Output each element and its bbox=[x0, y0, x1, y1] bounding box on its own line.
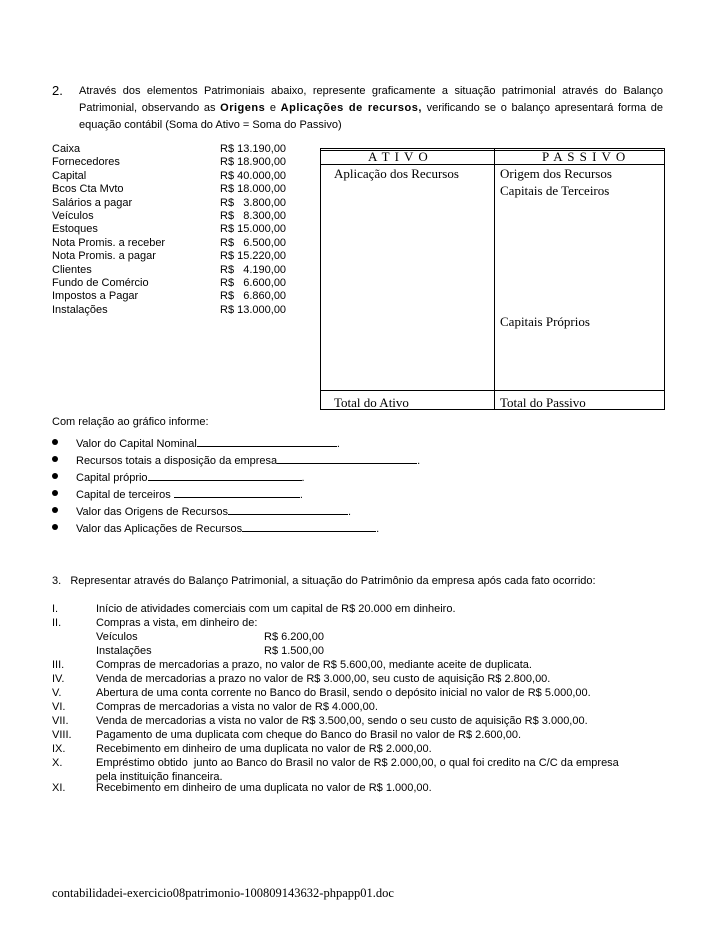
list-item bbox=[52, 290, 312, 303]
bullet-icon bbox=[52, 473, 58, 479]
question-2-number: 2. bbox=[52, 83, 63, 98]
item-value: R$ 3.800,00 bbox=[220, 196, 287, 209]
list-item bbox=[52, 156, 312, 169]
item-value: R$ 13.000,00 bbox=[220, 303, 287, 316]
bullet-icon bbox=[52, 456, 58, 462]
item-label: Bcos Cta Mvto bbox=[52, 183, 124, 196]
fact-number: X. bbox=[52, 757, 63, 769]
q2-text-part: Através dos elementos Patrimoniais abaixo, represente graficamente a situação patrimonial através do Balanço Patrimonial, observando as bbox=[79, 85, 663, 114]
end-mark: . bbox=[417, 455, 421, 467]
list-item bbox=[52, 304, 312, 317]
end-mark: . bbox=[336, 438, 340, 450]
fact-number: V. bbox=[52, 687, 62, 699]
list-item bbox=[52, 223, 312, 236]
ativo-header: A T I V O bbox=[368, 149, 429, 164]
fact-text: Compras a vista, em dinheiro de: bbox=[96, 617, 258, 629]
item-label: Veículos bbox=[52, 209, 94, 222]
answer-blank[interactable] bbox=[148, 468, 302, 481]
fact-text: Abertura de uma conta corrente no Banco do Brasil, sendo o depósito inicial no valor de R$ 5.000,00. bbox=[96, 687, 591, 699]
item-label: Salários a pagar bbox=[52, 196, 133, 209]
item-label: Capital bbox=[52, 169, 87, 182]
relation-title: Com relação ao gráfico informe: bbox=[52, 416, 209, 428]
fact-number: I. bbox=[52, 603, 59, 615]
list-item bbox=[52, 250, 312, 263]
fact-number: VIII. bbox=[52, 729, 72, 741]
fact-number: III. bbox=[52, 659, 65, 671]
item-value: R$ 18.900,00 bbox=[220, 156, 287, 169]
aplicacao-label: Aplicação dos Recursos bbox=[334, 166, 459, 181]
q2-bold-origens: Origens bbox=[220, 102, 266, 114]
total-divider bbox=[320, 390, 665, 391]
capitais-proprios-label: Capitais Próprios bbox=[500, 314, 590, 329]
list-item bbox=[52, 170, 312, 183]
item-label: Clientes bbox=[52, 263, 92, 276]
answer-blank[interactable] bbox=[277, 451, 417, 464]
item-value: R$ 15.000,00 bbox=[220, 223, 287, 236]
list-item bbox=[96, 631, 324, 645]
item-value: R$ 4.190,00 bbox=[220, 263, 287, 276]
fact-number: IV. bbox=[52, 673, 65, 685]
subitem-label: Veículos bbox=[96, 631, 138, 643]
bullet-icon bbox=[52, 439, 58, 445]
list-item bbox=[52, 183, 312, 196]
relation-item-label: Capital de terceiros bbox=[76, 489, 174, 501]
end-mark: . bbox=[348, 506, 352, 518]
fact-text: pela instituição financeira. bbox=[96, 771, 223, 783]
relation-item-label: Valor das Origens de Recursos bbox=[76, 506, 229, 518]
left-border bbox=[320, 148, 321, 410]
q2-bold-aplicacoes: Aplicações de recursos, bbox=[280, 102, 422, 114]
subitem-label: Instalações bbox=[96, 645, 152, 657]
item-value: R$ 13.190,00 bbox=[220, 143, 287, 155]
end-mark: . bbox=[376, 523, 380, 535]
relation-item-label: Valor das Aplicações de Recursos bbox=[76, 523, 243, 535]
fact-text: Compras de mercadorias a prazo, no valor de R$ 5.600,00, mediante aceite de duplicata. bbox=[96, 659, 532, 671]
item-label: Nota Promis. a receber bbox=[52, 236, 166, 249]
item-label: Caixa bbox=[52, 143, 81, 155]
relation-item-label: Recursos totais a disposição da empresa bbox=[76, 455, 278, 467]
end-mark: . bbox=[299, 489, 303, 501]
patrimonial-items-list bbox=[52, 143, 312, 317]
list-item bbox=[52, 277, 312, 290]
fact-text: Recebimento em dinheiro de uma duplicata no valor de R$ 2.000,00. bbox=[96, 743, 432, 755]
total-passivo-label: Total do Passivo bbox=[500, 395, 586, 410]
end-mark: . bbox=[301, 472, 305, 484]
relation-item-label: Capital próprio bbox=[76, 472, 148, 484]
answer-blank[interactable] bbox=[228, 502, 348, 515]
question-2-text bbox=[79, 83, 663, 134]
fact-number: VII. bbox=[52, 715, 69, 727]
capitais-terceiros-label: Capitais de Terceiros bbox=[500, 183, 610, 198]
fact-number: VI. bbox=[52, 701, 66, 713]
fact-text: Pagamento de uma duplicata com cheque do Banco do Brasil no valor de R$ 2.600,00. bbox=[96, 729, 521, 741]
answer-blank[interactable] bbox=[242, 519, 376, 532]
fact-text: Venda de mercadorias a vista no valor de R$ 3.500,00, sendo o seu custo de aquisição R$ 3.000,00. bbox=[96, 715, 588, 727]
item-value: R$ 18.000,00 bbox=[220, 183, 287, 196]
item-label: Estoques bbox=[52, 223, 98, 236]
answer-blank[interactable] bbox=[197, 434, 337, 447]
fact-text: Empréstimo obtido junto ao Banco do Brasil no valor de R$ 2.000,00, o qual foi credito na C/C da empresa bbox=[96, 757, 619, 769]
fact-number: II. bbox=[52, 617, 62, 629]
answer-blank[interactable] bbox=[174, 485, 300, 498]
bullet-icon bbox=[52, 507, 58, 513]
question-3-title: 3. Representar através do Balanço Patrimonial, a situação do Patrimônio da empresa após cada fato ocorrido: bbox=[52, 575, 596, 587]
center-divider bbox=[494, 148, 495, 410]
fact-text: Início de atividades comerciais com um capital de R$ 20.000 em dinheiro. bbox=[96, 603, 456, 615]
item-label: Nota Promis. a pagar bbox=[52, 250, 156, 263]
fact-text: Recebimento em dinheiro de uma duplicata no valor de R$ 1.000,00. bbox=[96, 782, 432, 794]
relation-item-label: Valor do Capital Nominal bbox=[76, 438, 197, 450]
list-item bbox=[52, 237, 312, 250]
fact-number: IX. bbox=[52, 743, 66, 755]
q2-text-part: verificando se o balanço apresentará forma de equação contábil (Soma do Ativo = Soma do Passivo) bbox=[79, 102, 664, 131]
list-item bbox=[52, 210, 312, 223]
fact-number: XI. bbox=[52, 782, 66, 794]
fact-text: Compras de mercadorias a vista no valor de R$ 4.000,00. bbox=[96, 701, 378, 713]
balance-sheet-table bbox=[320, 146, 665, 410]
subitem-value: R$ 1.500,00 bbox=[264, 645, 324, 657]
subitem-value: R$ 6.200,00 bbox=[264, 631, 324, 643]
item-value: R$ 8.300,00 bbox=[220, 209, 287, 222]
item-label: Fundo de Comércio bbox=[52, 276, 149, 289]
list-item bbox=[52, 264, 312, 277]
bullet-icon bbox=[52, 490, 58, 496]
item-value: R$ 40.000,00 bbox=[220, 169, 287, 182]
origem-label: Origem dos Recursos bbox=[500, 166, 612, 181]
item-label: Impostos a Pagar bbox=[52, 290, 139, 303]
item-value: R$ 6.500,00 bbox=[220, 236, 287, 249]
item-value: R$ 6.600,00 bbox=[220, 276, 287, 289]
document-filename-footer: contabilidadei-exercicio08patrimonio-100809143632-phpapp01.doc bbox=[52, 886, 394, 900]
passivo-header: P A S S I V O bbox=[542, 149, 627, 164]
right-border bbox=[664, 148, 665, 410]
total-ativo-label: Total do Ativo bbox=[334, 395, 409, 410]
list-item bbox=[52, 143, 312, 156]
list-item bbox=[52, 197, 312, 210]
item-value: R$ 15.220,00 bbox=[220, 250, 287, 263]
item-label: Fornecedores bbox=[52, 156, 120, 169]
item-label: Instalações bbox=[52, 303, 108, 316]
list-item bbox=[96, 645, 324, 659]
item-value: R$ 6.860,00 bbox=[220, 290, 287, 303]
bullet-icon bbox=[52, 524, 58, 530]
q2-text-part: e bbox=[265, 102, 281, 114]
fact-text: Venda de mercadorias a prazo no valor de R$ 3.000,00, seu custo de aquisição R$ 2.800,00. bbox=[96, 673, 551, 685]
